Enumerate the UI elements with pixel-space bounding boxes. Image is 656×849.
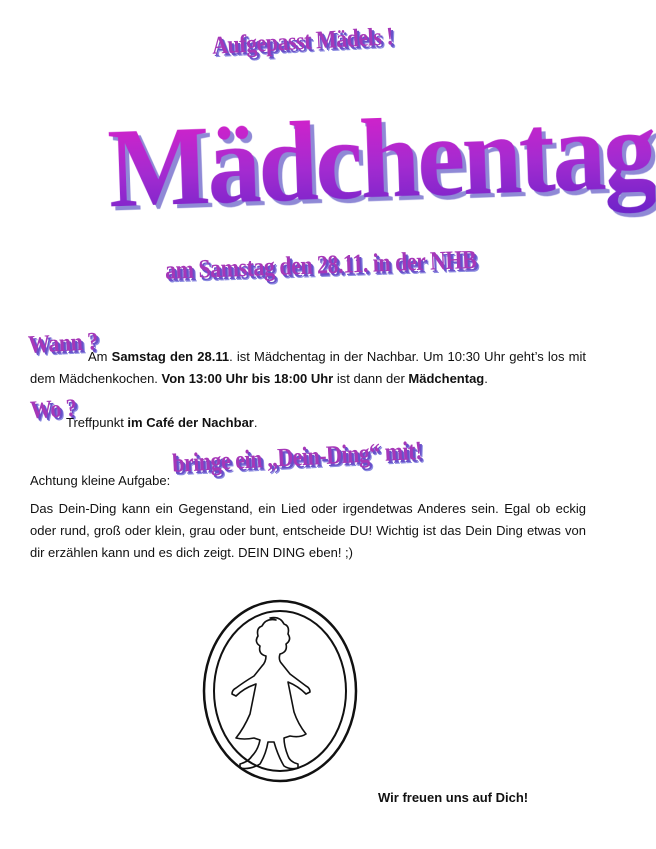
subtitle-wordart: Aufgepasst Mädels ! — [211, 21, 394, 60]
wann-label: Wann ? — [27, 326, 99, 359]
wann-paragraph: Am Samstag den 28.11. ist Mädchentag in der Nachbar. Um 10:30 Uhr geht’s los mit dem Mädchenkochen. Von 13:00 Uhr bis 18:00 Uhr ist dann der Mädchentag. — [30, 349, 586, 386]
closing-text: Wir freuen uns auf Dich! — [378, 790, 529, 805]
wo-label: Wo ? — [29, 392, 77, 424]
wo-paragraph: Treffpunkt im Café der Nachbar. — [66, 415, 258, 430]
task-paragraph: Das Dein-Ding kann ein Gegenstand, ein Lied oder irgendetwas Anderes sein. Egal ob eckig oder rund, groß oder klein, grau oder bunt, entscheide DU! Wichtig ist das Dein Ding etwas von dir erzählen kann und es dich zeigt. DEIN DING eben! ;) — [30, 501, 586, 560]
page-title: Mädchentag — [106, 85, 656, 234]
date-line-wordart: am Samstag den 28.11. in der NHB — [164, 243, 477, 285]
girl-silhouette-icon — [200, 598, 360, 788]
task-wordart: bringe ein „Dein-Ding“ mit! — [171, 434, 423, 478]
task-label: Achtung kleine Aufgabe: — [30, 473, 171, 488]
